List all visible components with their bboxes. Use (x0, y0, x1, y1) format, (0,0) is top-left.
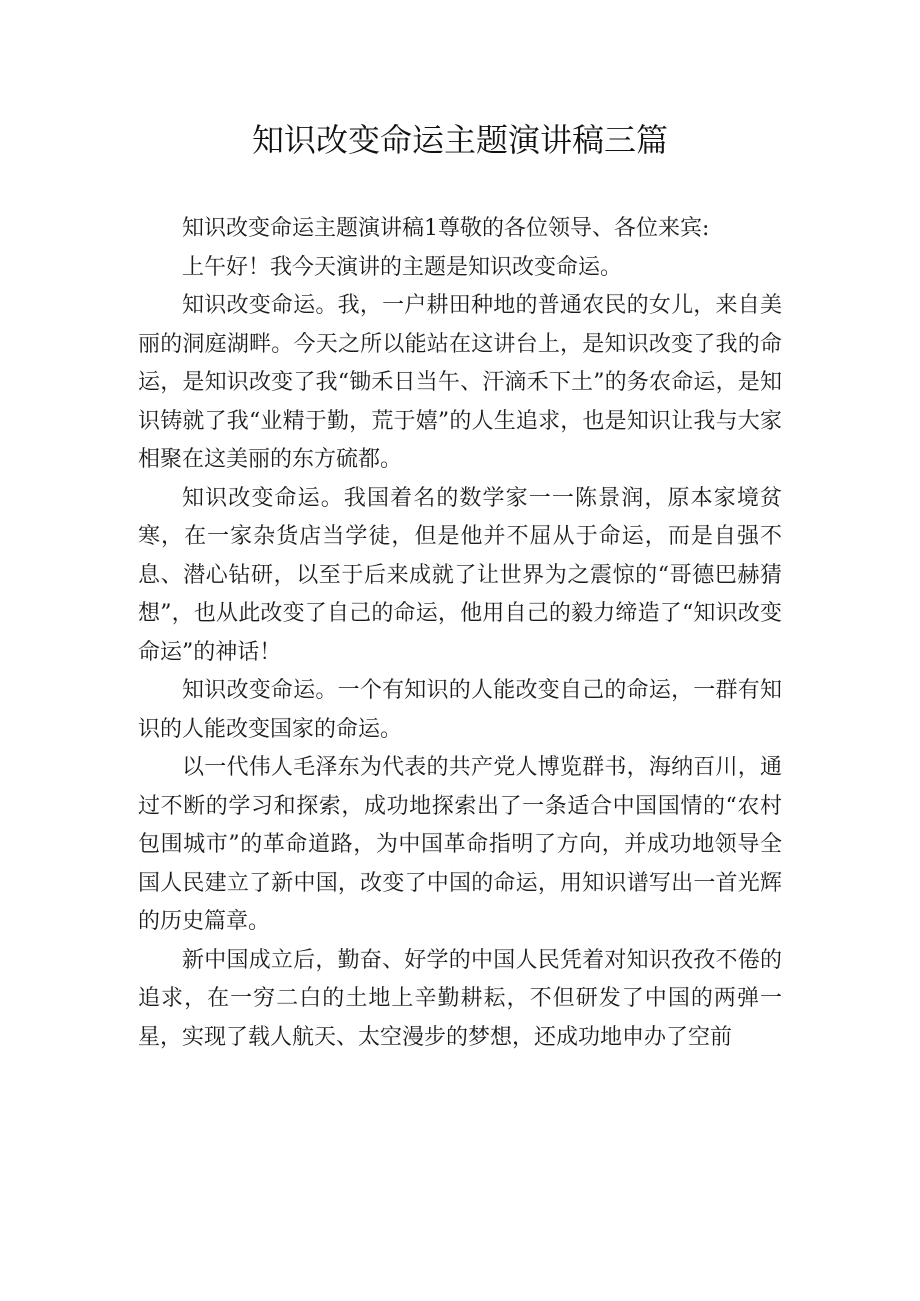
paragraph: 知识改变命运。一个有知识的人能改变自己的命运，一群有知识的人能改变国家的命运。 (138, 678, 782, 742)
paragraph: 知识改变命运。我，一户耕田种地的普通农民的女儿，来自美丽的洞庭湖畔。今天之所以能站在这讲台上，是知识改变了我的命运，是知识改变了我“锄禾日当午、汗滴禾下土”的务农命运，是知识铸就了我“业精于勤，荒于嬉”的人生追求，也是知识让我与大家相聚在这美丽的东方硫都。 (138, 293, 782, 472)
paragraph: 上午好！我今天演讲的主题是知识改变命运。 (182, 254, 623, 280)
paragraph: 知识改变命运主题演讲稿1尊敬的各位领导、各位来宾: (182, 216, 710, 241)
paragraph: 新中国成立后，勤奋、好学的中国人民凭着对知识孜孜不倦的追求，在一穷二白的土地上辛勤耕耘，不但研发了中国的两弹一星，实现了载人航天、太空漫步的梦想，还成功地申办了空前 (138, 947, 782, 1050)
document-title: 知识改变命运主题演讲稿三篇 (251, 121, 668, 159)
paragraph: 知识改变命运。我国着名的数学家一一陈景润，原本家境贫寒，在一家杂货店当学徒，但是他并不屈从于命运，而是自强不息、潜心钻研，以至于后来成就了让世界为之震惊的“哥德巴赫猜想”，也从此改变了自己的命运，他用自己的毅力缔造了“知识改变命运”的神话！ (138, 485, 782, 665)
paragraph: 以一代伟人毛泽东为代表的共产党人博览群书，海纳百川，通过不断的学习和探索，成功地探索出了一条适合中国国情的“农村包围城市”的革命道路，为中国革命指明了方向，并成功地领导全国人民建立了新中国，改变了中国的命运，用知识谱写出一首光辉的历史篇章。 (138, 755, 782, 934)
document-body (138, 210, 782, 1057)
